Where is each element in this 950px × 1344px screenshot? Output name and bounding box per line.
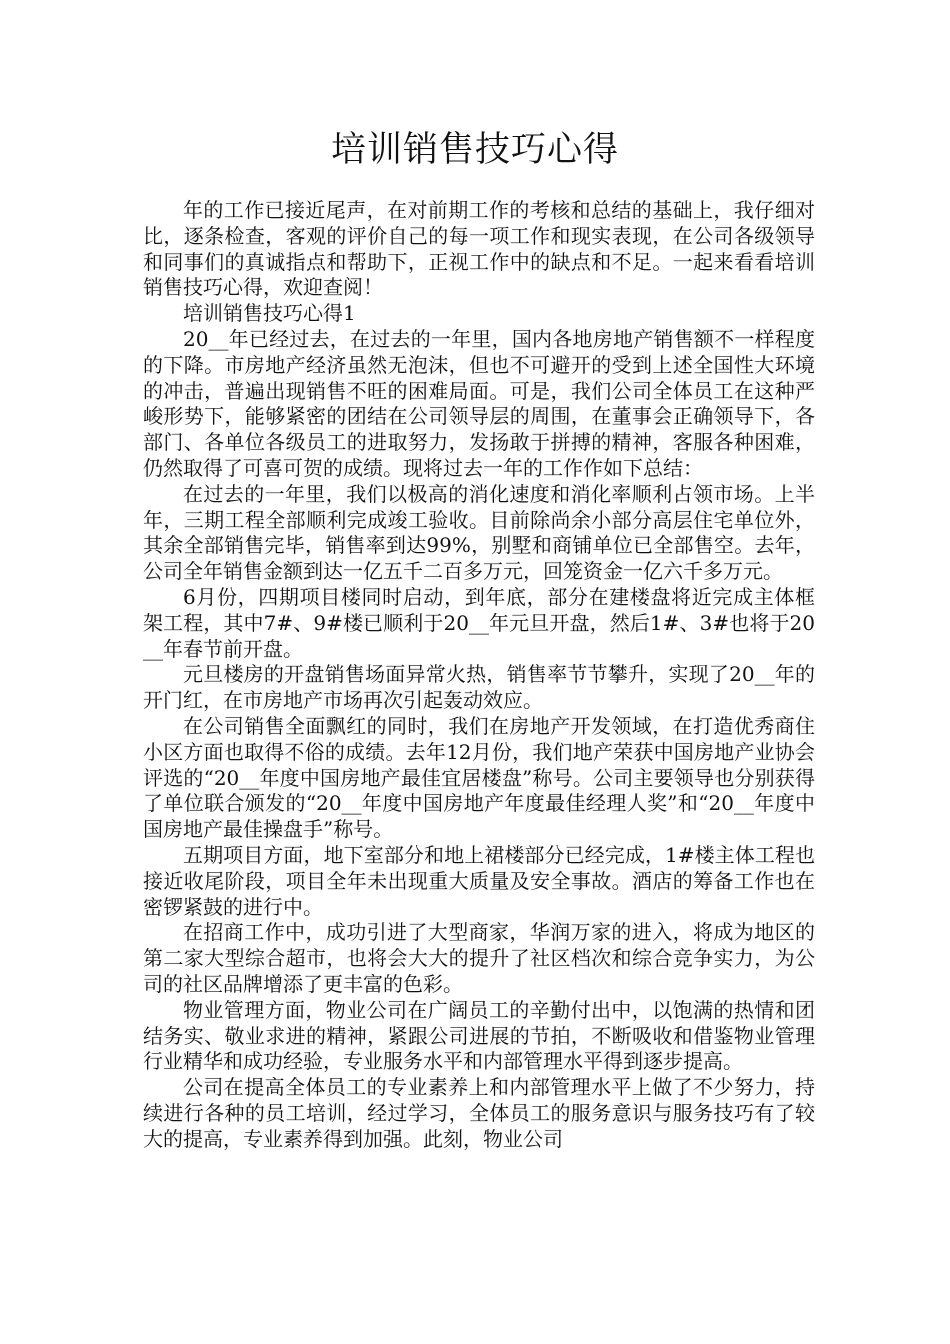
body-paragraph: 五期项目方面，地下室部分和地上裙楼部分已经完成，1#楼主体工程也接近收尾阶段，项目全年未出现重大质量及安全事故。酒店的筹备工作也在密锣紧鼓的进行中。 xyxy=(143,842,815,919)
body-paragraph: 6月份，四期项目楼同时启动，到年底，部分在建楼盘将近完成主体框架工程，其中7#、9#楼已顺利于20__年元旦开盘，然后1#、3#也将于20__年春节前开盘。 xyxy=(143,584,815,661)
document-title: 培训销售技巧心得 xyxy=(330,130,619,170)
section-heading: 培训销售技巧心得1 xyxy=(183,301,356,326)
document-body xyxy=(143,198,815,1152)
body-paragraph: 在过去的一年里，我们以极高的消化速度和消化率顺利占领市场。上半年，三期工程全部顺利完成竣工验收。目前除尚余小部分高层住宅单位外，其余全部销售完毕，销售率到达99%，别墅和商铺单位已全部售空。去年，公司全年销售金额到达一亿五千二百多万元，回笼资金一亿六千多万元。 xyxy=(143,481,815,584)
body-paragraph: 在公司销售全面飘红的同时，我们在房地产开发领域，在打造优秀商住小区方面也取得不俗的成绩。去年12月份，我们地产荣获中国房地产业协会评选的“20__年度中国房地产最佳宜居楼盘”称号。公司主要领导也分别获得了单位联合颁发的“20__年度中国房地产年度最佳经理人奖”和“20__年度中国房地产最佳操盘手”称号。 xyxy=(143,713,815,842)
body-paragraph: 元旦楼房的开盘销售场面异常火热，销售率节节攀升，实现了20__年的开门红，在市房地产市场再次引起轰动效应。 xyxy=(143,662,815,713)
intro-paragraph: 年的工作已接近尾声，在对前期工作的考核和总结的基础上，我仔细对比，逐条检查，客观的评价自己的每一项工作和现实表现，在公司各级领导和同事们的真诚指点和帮助下，正视工作中的缺点和不足。一起来看看培训销售技巧心得，欢迎查阅！ xyxy=(143,198,815,300)
body-paragraph: 在招商工作中，成功引进了大型商家，华润万家的进入，将成为地区的第二家大型综合超市，也将会大大的提升了社区档次和综合竞争实力，为公司的社区品牌增添了更丰富的色彩。 xyxy=(143,920,815,996)
body-paragraph: 20__年已经过去，在过去的一年里，国内各地房地产销售额不一样程度的下降。市房地产经济虽然无泡沫，但也不可避开的受到上述全国性大环境的冲击，普遍出现销售不旺的困难局面。可是，我们公司全体员工在这种严峻形势下，能够紧密的团结在公司领导层的周围，在董事会正确领导下，各部门、各单位各级员工的进取努力，发扬敢于拼搏的精神，客服各种困难，仍然取得了可喜可贺的成绩。现将过去一年的工作作如下总结： xyxy=(143,326,815,480)
body-paragraph: 物业管理方面，物业公司在广阔员工的辛勤付出中，以饱满的热情和团结务实、敬业求进的精神，紧跟公司进展的节拍，不断吸收和借鉴物业管理行业精华和成功经验，专业服务水平和内部管理水平得到逐步提高。 xyxy=(143,997,815,1074)
body-paragraph: 公司在提高全体员工的专业素养上和内部管理水平上做了不少努力，持续进行各种的员工培训，经过学习，全体员工的服务意识与服务技巧有了较大的提高，专业素养得到加强。此刻，物业公司 xyxy=(143,1075,815,1151)
